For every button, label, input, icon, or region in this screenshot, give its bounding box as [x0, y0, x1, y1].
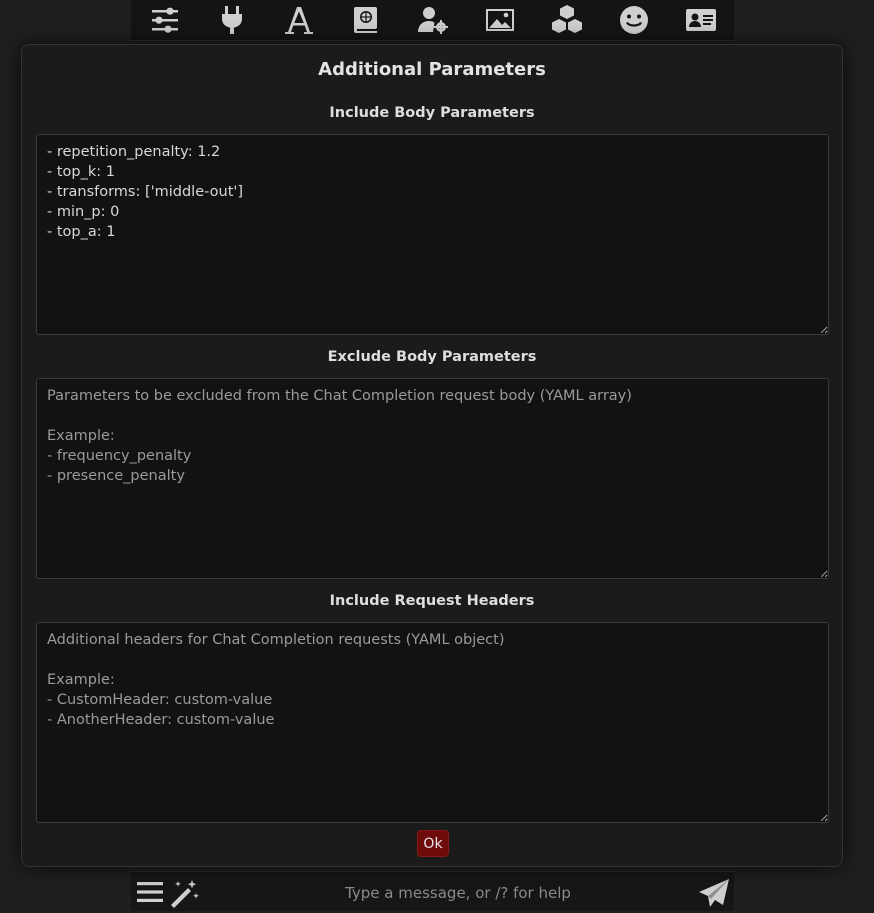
chat-bar [131, 871, 734, 911]
hamburger-menu-icon[interactable] [137, 880, 163, 904]
top-toolbar [131, 0, 734, 41]
address-card-icon[interactable] [684, 3, 718, 37]
exclude-body-label: Exclude Body Parameters [327, 349, 537, 365]
book-atlas-icon[interactable] [349, 3, 383, 37]
include-headers-textarea[interactable] [36, 622, 829, 823]
chat-input[interactable] [211, 872, 705, 913]
include-body-label: Include Body Parameters [329, 105, 535, 121]
dialog-title: Additional Parameters [318, 59, 546, 80]
plug-icon[interactable] [215, 3, 249, 37]
send-icon[interactable] [698, 878, 730, 908]
include-body-textarea[interactable] [36, 134, 829, 335]
magic-wand-icon[interactable] [168, 878, 200, 908]
ok-button[interactable]: Ok [417, 830, 449, 857]
smile-icon[interactable] [617, 3, 651, 37]
image-icon[interactable] [483, 3, 517, 37]
cubes-icon[interactable] [550, 3, 584, 37]
font-icon[interactable] [282, 3, 316, 37]
sliders-icon[interactable] [148, 3, 182, 37]
additional-parameters-dialog [21, 44, 843, 867]
include-headers-label: Include Request Headers [329, 593, 535, 609]
exclude-body-textarea[interactable] [36, 378, 829, 579]
user-gear-icon[interactable] [416, 3, 450, 37]
